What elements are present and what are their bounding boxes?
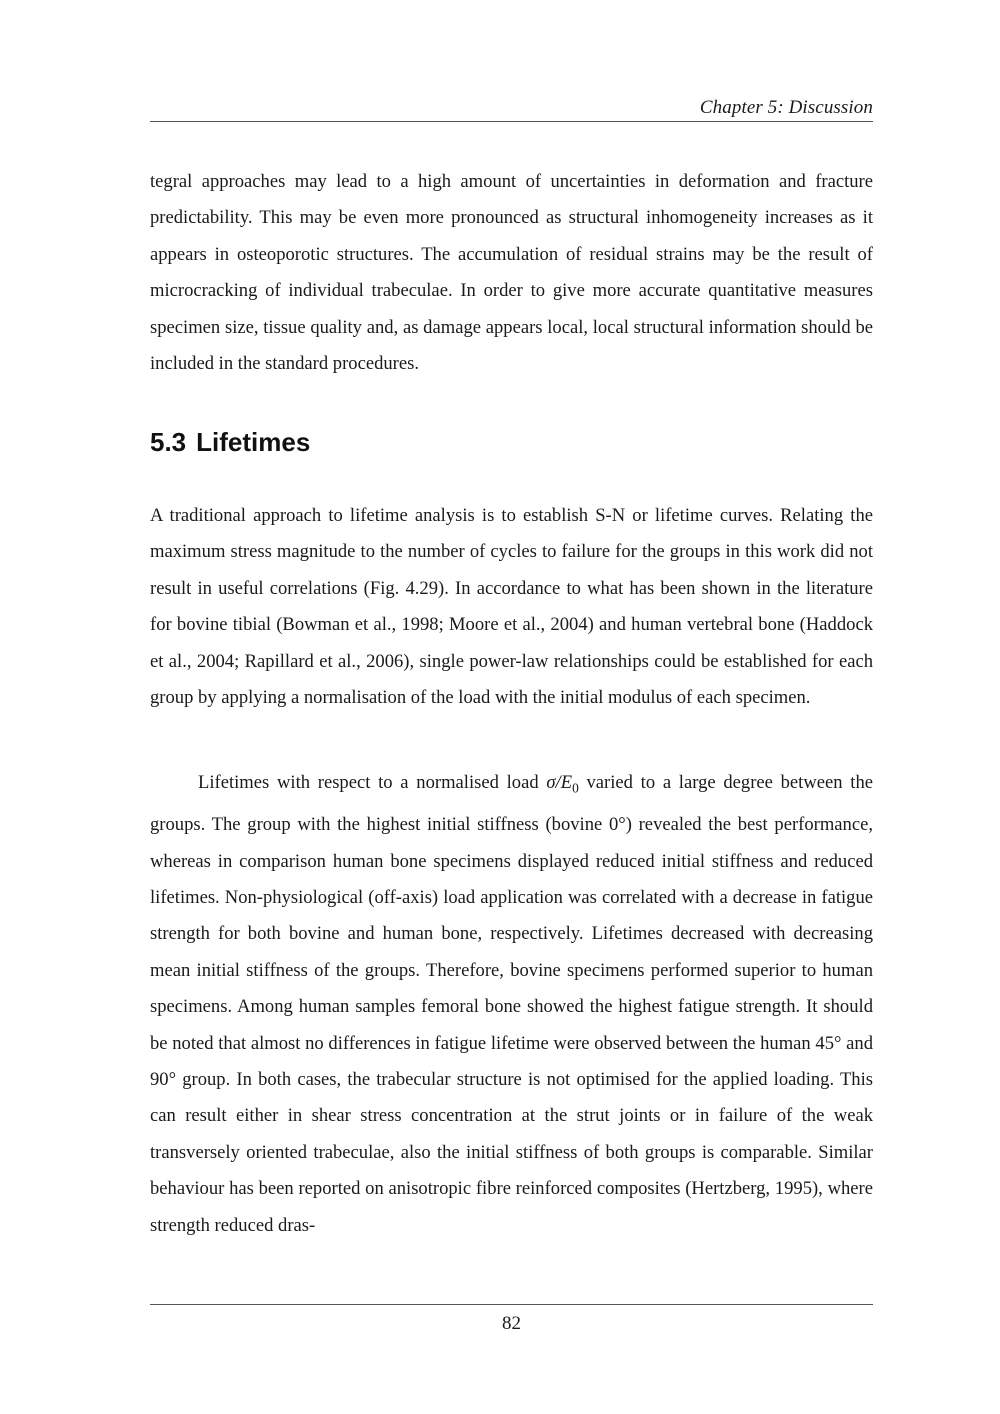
paragraph-text-rest: varied to a large degree between the groups. The group with the highest initial stiffness (bovine 0°) revealed the best performance, whereas in comparison human bone specimens displayed reduced initial stiffness and reduced lifetimes. Non-physiological (off-axis) load application was correlated with a decrease in fatigue strength for both bovine and human bone, respectively. Lifetimes decreased with decreasing mean initial stiffness of the groups. Therefore, bovine specimens performed superior to human specimens. Among human samples femoral bone showed the highest fatigue strength. It should be noted that almost no differences in fatigue lifetime were observed between the human 45° and 90° group. In both cases, the trabecular structure is not optimised for the applied loading. This can result either in shear stress concentration at the strut joints or in failure of the weak transversely oriented trabeculae, also the initial stiffness of both groups is comparable. Similar behaviour has been reported on anisotropic fibre reinforced composites (Hertzberg, 1995), where strength reduced dras- — [150, 772, 873, 1236]
running-header: Chapter 5: Discussion — [699, 97, 873, 118]
paragraph-text-start: Lifetimes with respect to a normalised load — [198, 772, 547, 793]
header-rule — [150, 121, 873, 122]
math-modulus: E — [560, 772, 573, 793]
math-sigma: σ — [546, 772, 556, 793]
section-heading — [150, 422, 310, 462]
paragraph-lifetime-curves: A traditional approach to lifetime analysis is to establish S-N or lifetime curves. Relating the maximum stress magnitude to the number of cycles to failure for the groups in this work did not result in useful correlations (Fig. 4.29). In accordance to what has been shown in the literature for bovine tibial (Bowman et al., 1998; Moore et al., 2004) and human vertebral bone (Haddock et al., 2004; Rapillard et al., 2006), single power-law relationships could be established for each group by applying a normalisation of the load with the initial modulus of each specimen. — [150, 505, 873, 709]
math-slash: / — [555, 772, 561, 793]
document-page — [150, 0, 873, 1414]
paragraph-continuation: tegral approaches may lead to a high amount of uncertainties in deformation and fracture predictability. This may be even more pronounced as structural inhomogeneity increases as it appears in osteoporotic structures. The accumulation of residual strains may be the result of microcracking of individual trabeculae. In order to give more accurate quantitative measures specimen size, tissue quality and, as damage appears local, local structural information should be included in the standard procedures. — [150, 171, 873, 375]
page-number: 82 — [502, 1313, 521, 1334]
math-normalised-load — [546, 772, 579, 796]
paragraph-normalised-load — [150, 765, 873, 1244]
footer-rule — [150, 1304, 873, 1305]
math-subscript: 0 — [572, 780, 579, 796]
section-number: 5.3 — [150, 427, 187, 457]
section-title: Lifetimes — [196, 427, 311, 457]
